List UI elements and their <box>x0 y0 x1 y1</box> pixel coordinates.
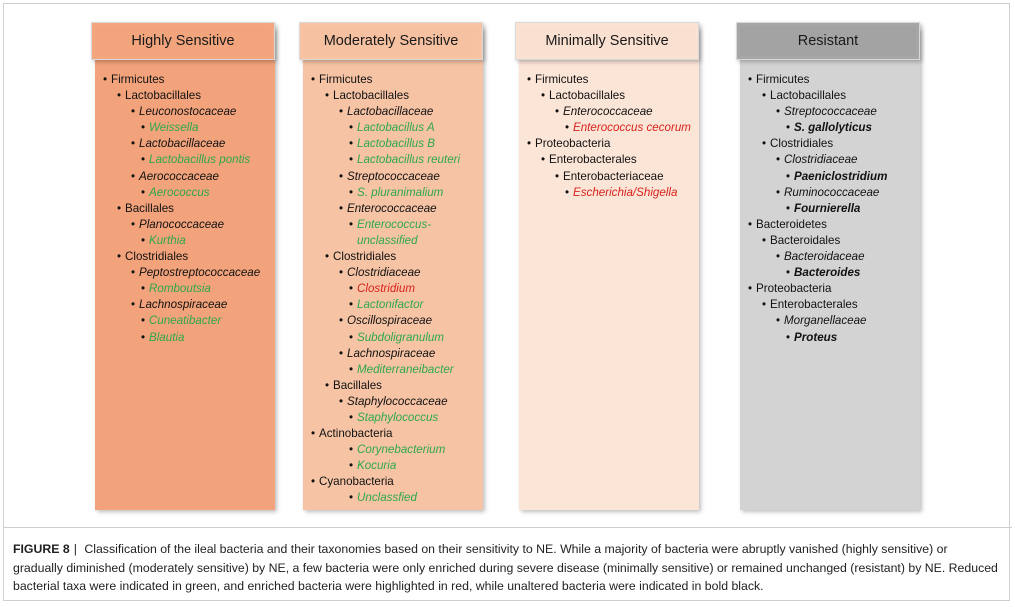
bullet: • <box>555 169 560 183</box>
column-title: Highly Sensitive <box>95 26 271 56</box>
bullet: • <box>748 282 753 296</box>
bullet: • <box>131 217 136 231</box>
taxon-item <box>519 185 699 201</box>
taxon-item <box>303 201 483 217</box>
taxon-label: Lactobacillus reuteri <box>357 153 461 167</box>
taxon-label: Bacteroidetes <box>756 217 827 231</box>
taxon-item <box>740 169 920 185</box>
taxon-item <box>95 72 275 88</box>
bullet: • <box>339 105 344 119</box>
taxon-item <box>740 201 920 217</box>
bullet: • <box>339 201 344 215</box>
column-resistant <box>736 22 920 510</box>
taxon-label: Ruminococcaceae <box>784 185 880 199</box>
taxon-label: Proteobacteria <box>535 137 611 151</box>
bullet: • <box>349 217 354 231</box>
taxon-label: Clostridiales <box>333 250 397 264</box>
taxon-label: S. pluranimalium <box>357 185 444 199</box>
taxon-item <box>303 474 483 490</box>
bullet: • <box>339 266 344 280</box>
taxon-label: Subdoligranulum <box>357 330 445 344</box>
taxon-label: Lachnospiraceae <box>139 298 228 312</box>
bullet: • <box>131 137 136 151</box>
taxon-item <box>303 169 483 185</box>
taxon-label: Enterococcaceae <box>347 201 437 215</box>
bullet: • <box>776 153 781 167</box>
bullet: • <box>141 185 146 199</box>
taxon-label: Enterococcus- unclassified <box>357 217 432 247</box>
bullet: • <box>131 298 136 312</box>
taxon-item <box>303 72 483 88</box>
taxon-item <box>740 88 920 104</box>
taxon-label: Corynebacterium <box>357 443 446 457</box>
taxonomy-list <box>740 72 920 346</box>
taxon-label: Lactobacillales <box>333 89 410 103</box>
bullet: • <box>762 89 767 103</box>
taxon-label: Staphylococcaceae <box>347 394 448 408</box>
taxon-item <box>740 185 920 201</box>
taxon-label: Enterobacteriaceae <box>563 169 664 183</box>
taxon-item <box>95 249 275 265</box>
taxon-item <box>740 217 920 233</box>
taxon-label: Firmicutes <box>756 73 810 86</box>
taxon-item <box>95 88 275 104</box>
taxon-label: Bacillales <box>333 378 382 392</box>
bullet: • <box>565 121 570 135</box>
bullet: • <box>349 459 354 473</box>
taxon-item <box>303 362 483 378</box>
taxon-label: Morganellaceae <box>784 314 867 328</box>
taxon-label: Bacteroidaceae <box>784 250 865 264</box>
bullet: • <box>349 410 354 424</box>
taxon-item <box>303 185 483 201</box>
taxon-label: Oscillospiraceae <box>347 314 433 328</box>
taxon-label: Unclassfied <box>357 491 417 505</box>
taxon-item <box>740 330 920 346</box>
column-highly-sensitive <box>91 22 275 510</box>
taxon-label: Lactobacillales <box>549 89 626 103</box>
column-header <box>736 22 920 60</box>
bullet: • <box>131 105 136 119</box>
taxon-label: Lactobacillus A <box>357 121 435 135</box>
taxon-item <box>95 201 275 217</box>
bullet: • <box>776 314 781 328</box>
taxon-item <box>740 313 920 329</box>
taxon-label: Aerococcus <box>149 185 210 199</box>
taxon-label: Clostridium <box>357 282 415 296</box>
column-title: Resistant <box>740 26 916 56</box>
taxon-item <box>740 249 920 265</box>
taxon-item <box>303 120 483 136</box>
bullet: • <box>325 89 330 103</box>
bullet: • <box>141 121 146 135</box>
bullet: • <box>339 346 344 360</box>
figure-label: FIGURE 8 <box>13 542 70 556</box>
taxon-item <box>303 297 483 313</box>
bullet: • <box>762 233 767 247</box>
column-title: Moderately Sensitive <box>303 26 479 56</box>
taxon-item <box>95 265 275 281</box>
taxon-item <box>740 152 920 168</box>
taxon-label: Enterococcus cecorum <box>573 121 691 135</box>
taxon-label: Actinobacteria <box>319 427 393 441</box>
taxon-item <box>303 217 483 249</box>
taxon-item <box>740 233 920 249</box>
taxon-label: Cuneatibacter <box>149 314 222 328</box>
taxon-label: Streptococcaceae <box>784 105 877 119</box>
bullet: • <box>786 330 791 344</box>
bullet: • <box>311 475 316 489</box>
bullet: • <box>141 330 146 344</box>
bullet: • <box>541 153 546 167</box>
bullet: • <box>349 443 354 457</box>
taxon-item <box>303 104 483 120</box>
bullet: • <box>141 314 146 328</box>
taxon-label: Bacillales <box>125 201 174 215</box>
bullet: • <box>117 250 122 264</box>
taxon-item <box>303 265 483 281</box>
bullet: • <box>141 282 146 296</box>
taxon-label: Staphylococcus <box>357 410 439 424</box>
taxon-item <box>303 490 483 506</box>
taxon-label: Escherichia/Shigella <box>573 185 678 199</box>
bullet: • <box>762 298 767 312</box>
bullet: • <box>786 201 791 215</box>
bullet: • <box>339 314 344 328</box>
taxon-item <box>740 120 920 136</box>
column-header <box>515 22 699 60</box>
taxon-item <box>95 330 275 346</box>
taxon-label: Fournierella <box>794 201 861 215</box>
taxon-item <box>303 378 483 394</box>
taxon-item <box>95 104 275 120</box>
taxon-item <box>303 281 483 297</box>
taxon-item <box>303 410 483 426</box>
taxon-item <box>303 394 483 410</box>
taxon-label: Mediterraneibacter <box>357 362 454 376</box>
taxon-item <box>740 297 920 313</box>
taxon-item <box>740 104 920 120</box>
bullet: • <box>339 169 344 183</box>
taxon-label: Proteobacteria <box>756 282 832 296</box>
bullet: • <box>349 282 354 296</box>
taxon-label: Enterococcaceae <box>563 105 653 119</box>
bullet: • <box>311 73 316 86</box>
caption-text: Classification of the ileal bacteria and their taxonomies based on their sensitivity to NE. While a majority of bacteria were abruptly vanished (highly sensitive) or gradually diminished (moderately sensitive) by NE, a few bacteria were only enriched during severe disease (minimally sensitive) or remained unchanged (resistant) by NE. Reduced bacterial taxa were indicated in green, and enriched bacteria were highlighted in red, while unaltered bacteria were indicated in bold black. <box>13 542 998 594</box>
taxon-label: Bacteroidales <box>770 233 841 247</box>
bullet: • <box>131 266 136 280</box>
taxon-label: Paeniclostridium <box>794 169 888 183</box>
bullet: • <box>349 121 354 135</box>
taxon-item <box>519 72 699 88</box>
bullet: • <box>339 394 344 408</box>
taxon-item <box>740 72 920 88</box>
bullet: • <box>541 89 546 103</box>
taxon-label: Lactobacillaceae <box>347 105 434 119</box>
taxon-item <box>95 233 275 249</box>
bullet: • <box>349 330 354 344</box>
taxon-item <box>519 88 699 104</box>
bullet: • <box>786 121 791 135</box>
taxon-label: Lactobacillus B <box>357 137 435 151</box>
taxon-label: Firmicutes <box>535 73 589 86</box>
taxon-label: Bacteroides <box>794 266 861 280</box>
taxon-item <box>303 458 483 474</box>
bullet: • <box>117 201 122 215</box>
bullet: • <box>311 427 316 441</box>
bullet: • <box>103 73 108 86</box>
taxon-label: Lactobacillaceae <box>139 137 226 151</box>
caption-separator: | <box>73 542 77 556</box>
taxon-label: Weissella <box>149 121 199 135</box>
bullet: • <box>117 89 122 103</box>
taxon-label: Proteus <box>794 330 838 344</box>
bullet: • <box>748 73 753 86</box>
taxon-item <box>303 249 483 265</box>
bullet: • <box>349 298 354 312</box>
taxon-label: Blautia <box>149 330 185 344</box>
taxon-item <box>95 169 275 185</box>
taxon-label: Streptococcaceae <box>347 169 440 183</box>
taxon-item <box>519 169 699 185</box>
taxon-label: Enterobacterales <box>549 153 637 167</box>
bullet: • <box>776 185 781 199</box>
bullet: • <box>325 250 330 264</box>
taxon-item <box>303 346 483 362</box>
bullet: • <box>349 362 354 376</box>
taxon-item <box>519 120 699 136</box>
taxon-item <box>303 313 483 329</box>
taxon-label: Clostridiaceae <box>784 153 858 167</box>
taxon-label: Kocuria <box>357 459 397 473</box>
bullet: • <box>349 185 354 199</box>
bullet: • <box>762 137 767 151</box>
taxon-label: Romboutsia <box>149 282 211 296</box>
bullet: • <box>555 105 560 119</box>
taxon-item <box>303 136 483 152</box>
taxon-item <box>95 217 275 233</box>
bullet: • <box>131 169 136 183</box>
taxon-item <box>95 281 275 297</box>
bullet: • <box>748 217 753 231</box>
taxon-item <box>519 104 699 120</box>
taxon-label: Lactonifactor <box>357 298 424 312</box>
column-moderately-sensitive <box>299 22 483 510</box>
taxon-item <box>95 185 275 201</box>
bullet: • <box>527 137 532 151</box>
bullet: • <box>141 233 146 247</box>
bullet: • <box>786 266 791 280</box>
taxon-item <box>740 136 920 152</box>
taxon-label: Lactobacillales <box>770 89 847 103</box>
taxon-label: Firmicutes <box>111 73 165 86</box>
bullet: • <box>349 153 354 167</box>
bullet: • <box>776 105 781 119</box>
taxon-label: Clostridiales <box>770 137 834 151</box>
taxon-item <box>95 120 275 136</box>
taxon-label: Clostridiaceae <box>347 266 421 280</box>
taxon-label: S. gallolyticus <box>794 121 872 135</box>
column-header <box>299 22 483 60</box>
taxon-item <box>303 330 483 346</box>
taxon-item <box>303 152 483 168</box>
taxon-item <box>303 426 483 442</box>
bullet: • <box>349 491 354 505</box>
taxon-item <box>95 152 275 168</box>
bullet: • <box>349 137 354 151</box>
taxon-item <box>740 281 920 297</box>
taxonomy-list <box>519 72 699 201</box>
bullet: • <box>786 169 791 183</box>
taxon-label: Cyanobacteria <box>319 475 394 489</box>
taxon-item <box>519 152 699 168</box>
taxon-item <box>519 136 699 152</box>
bullet: • <box>565 185 570 199</box>
taxon-label: Clostridiales <box>125 250 189 264</box>
taxonomy-list <box>303 72 483 507</box>
taxon-label: Lactobacillus pontis <box>149 153 251 167</box>
figure-caption <box>13 540 998 596</box>
taxon-label: Firmicutes <box>319 73 373 86</box>
column-title: Minimally Sensitive <box>519 26 695 56</box>
bullet: • <box>325 378 330 392</box>
bullet: • <box>776 250 781 264</box>
column-minimally-sensitive <box>515 22 699 510</box>
column-header <box>91 22 275 60</box>
taxon-item <box>740 265 920 281</box>
taxon-item <box>303 442 483 458</box>
taxon-label: Kurthia <box>149 233 186 247</box>
caption-divider <box>3 527 1012 528</box>
taxon-label: Lachnospiraceae <box>347 346 436 360</box>
taxon-item <box>303 88 483 104</box>
bullet: • <box>527 73 532 86</box>
taxon-label: Lactobacillales <box>125 89 202 103</box>
taxon-label: Aerococcaceae <box>139 169 219 183</box>
taxon-label: Enterobacterales <box>770 298 858 312</box>
taxonomy-list <box>95 72 275 346</box>
taxon-label: Leuconostocaceae <box>139 105 237 119</box>
taxon-item <box>95 297 275 313</box>
taxon-label: Peptostreptococcaceae <box>139 266 261 280</box>
taxon-item <box>95 136 275 152</box>
bullet: • <box>141 153 146 167</box>
taxon-item <box>95 313 275 329</box>
taxon-label: Planococcaceae <box>139 217 225 231</box>
